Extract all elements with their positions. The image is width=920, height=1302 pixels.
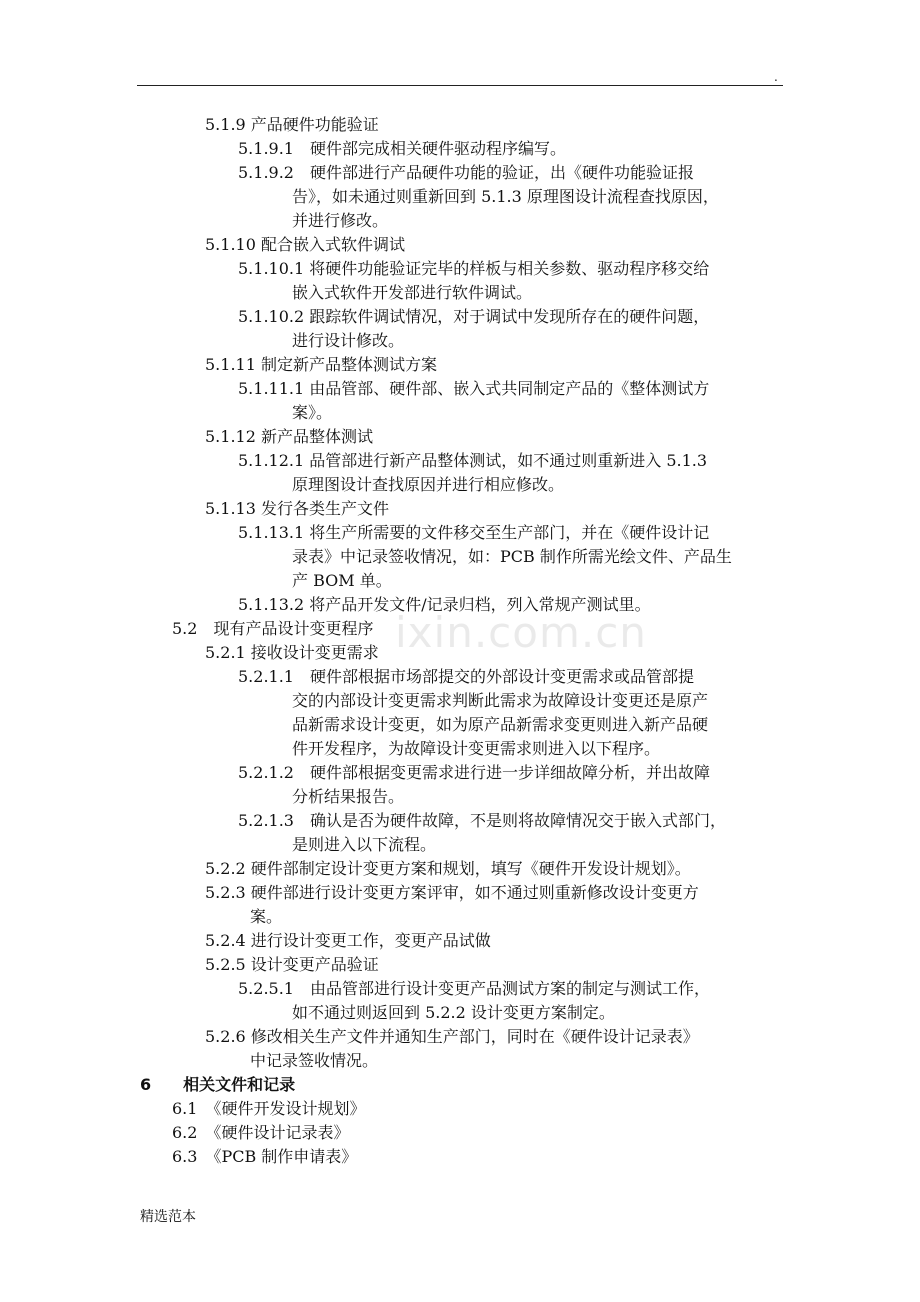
item-5-2-6-cont: 中记录签收情况。 xyxy=(250,1051,379,1070)
item-5-1-13-1: 5.1.13.1 将生产所需要的文件移交至生产部门，并在《硬件设计记 xyxy=(238,523,710,542)
item-5-2-5-1: 5.2.5.1 由品管部进行设计变更产品测试方案的制定与测试工作， xyxy=(238,979,710,998)
item-5-1-13-2: 5.1.13.2 将产品开发文件/记录归档，列入常规产测试里。 xyxy=(238,595,651,614)
item-5-1-9-2-cont: 并进行修改。 xyxy=(292,211,389,230)
item-5-1-13-1-cont: 录表》中记录签收情况，如：PCB 制作所需光绘文件、产品生 xyxy=(292,547,732,566)
record-6-2: 6.2 《硬件设计记录表》 xyxy=(172,1123,350,1142)
item-5-2-1-1-cont: 交的内部设计变更需求判断此需求为故障设计变更还是原产 xyxy=(292,691,709,710)
item-5-1-12-1-cont: 原理图设计查找原因并进行相应修改。 xyxy=(292,475,565,494)
item-5-1-9-1: 5.1.9.1 硬件部完成相关硬件驱动程序编写。 xyxy=(238,139,566,158)
item-5-1-10-1-cont: 嵌入式软件开发部进行软件调试。 xyxy=(292,283,533,302)
header-rule xyxy=(137,85,783,86)
section-6-heading: 6 相关文件和记录 xyxy=(140,1075,296,1094)
heading-5-2: 5.2 现有产品设计变更程序 xyxy=(172,619,374,638)
record-6-3: 6.3 《PCB 制作申请表》 xyxy=(172,1147,358,1166)
heading-5-1-9: 5.1.9 产品硬件功能验证 xyxy=(205,115,379,134)
item-5-2-1-1-cont: 品新需求设计变更，如为原产品新需求变更则进入新产品硬 xyxy=(292,715,709,734)
item-5-2-2: 5.2.2 硬件部制定设计变更方案和规划，填写《硬件开发设计规划》。 xyxy=(205,859,691,878)
record-6-1: 6.1 《硬件开发设计规划》 xyxy=(172,1099,366,1118)
item-5-2-3: 5.2.3 硬件部进行设计变更方案评审，如不通过则重新修改设计变更方 xyxy=(205,883,699,902)
heading-5-1-10: 5.1.10 配合嵌入式软件调试 xyxy=(205,235,405,254)
header-mark: . xyxy=(774,70,778,84)
item-5-2-3-cont: 案。 xyxy=(250,907,283,926)
heading-5-1-13: 5.1.13 发行各类生产文件 xyxy=(205,499,389,518)
item-5-1-11-1: 5.1.11.1 由品管部、硬件部、嵌入式共同制定产品的《整体测试方 xyxy=(238,379,710,398)
heading-5-1-12: 5.1.12 新产品整体测试 xyxy=(205,427,373,446)
heading-5-1-11: 5.1.11 制定新产品整体测试方案 xyxy=(205,355,437,374)
item-5-1-11-1-cont: 案》。 xyxy=(292,403,333,422)
heading-5-2-1: 5.2.1 接收设计变更需求 xyxy=(205,643,379,662)
item-5-1-9-2: 5.1.9.2 硬件部进行产品硬件功能的验证，出《硬件功能验证报 xyxy=(238,163,694,182)
item-5-1-9-2-cont: 告》，如未通过则重新回到 5.1.3 原理图设计流程查找原因， xyxy=(292,187,719,206)
watermark: ixin.com.cn xyxy=(395,608,647,657)
item-5-2-1-3: 5.2.1.3 确认是否为硬件故障，不是则将故障情况交于嵌入式部门， xyxy=(238,811,726,830)
item-5-1-13-1-cont: 产 BOM 单。 xyxy=(292,571,392,590)
item-5-2-1-1: 5.2.1.1 硬件部根据市场部提交的外部设计变更需求或品管部提 xyxy=(238,667,694,686)
item-5-1-12-1: 5.1.12.1 品管部进行新产品整体测试，如不通过则重新进入 5.1.3 xyxy=(238,451,708,470)
item-5-1-10-2: 5.1.10.2 跟踪软件调试情况，对于调试中发现所存在的硬件问题， xyxy=(238,307,710,326)
item-5-1-10-1: 5.1.10.1 将硬件功能验证完毕的样板与相关参数、驱动程序移交给 xyxy=(238,259,710,278)
page-footer: 精选范本 xyxy=(140,1209,196,1225)
item-5-2-1-2-cont: 分析结果报告。 xyxy=(292,787,405,806)
item-5-2-1-1-cont: 件开发程序，为故障设计变更需求则进入以下程序。 xyxy=(292,739,661,758)
item-5-2-1-2: 5.2.1.2 硬件部根据变更需求进行进一步详细故障分析，并出故障 xyxy=(238,763,710,782)
item-5-2-5-1-cont: 如不通过则返回到 5.2.2 设计变更方案制定。 xyxy=(292,1003,615,1022)
item-5-1-10-2-cont: 进行设计修改。 xyxy=(292,331,405,350)
heading-5-2-5: 5.2.5 设计变更产品验证 xyxy=(205,955,379,974)
item-5-2-4: 5.2.4 进行设计变更工作，变更产品试做 xyxy=(205,931,491,950)
item-5-2-1-3-cont: 是则进入以下流程。 xyxy=(292,835,437,854)
item-5-2-6: 5.2.6 修改相关生产文件并通知生产部门，同时在《硬件设计记录表》 xyxy=(205,1027,699,1046)
